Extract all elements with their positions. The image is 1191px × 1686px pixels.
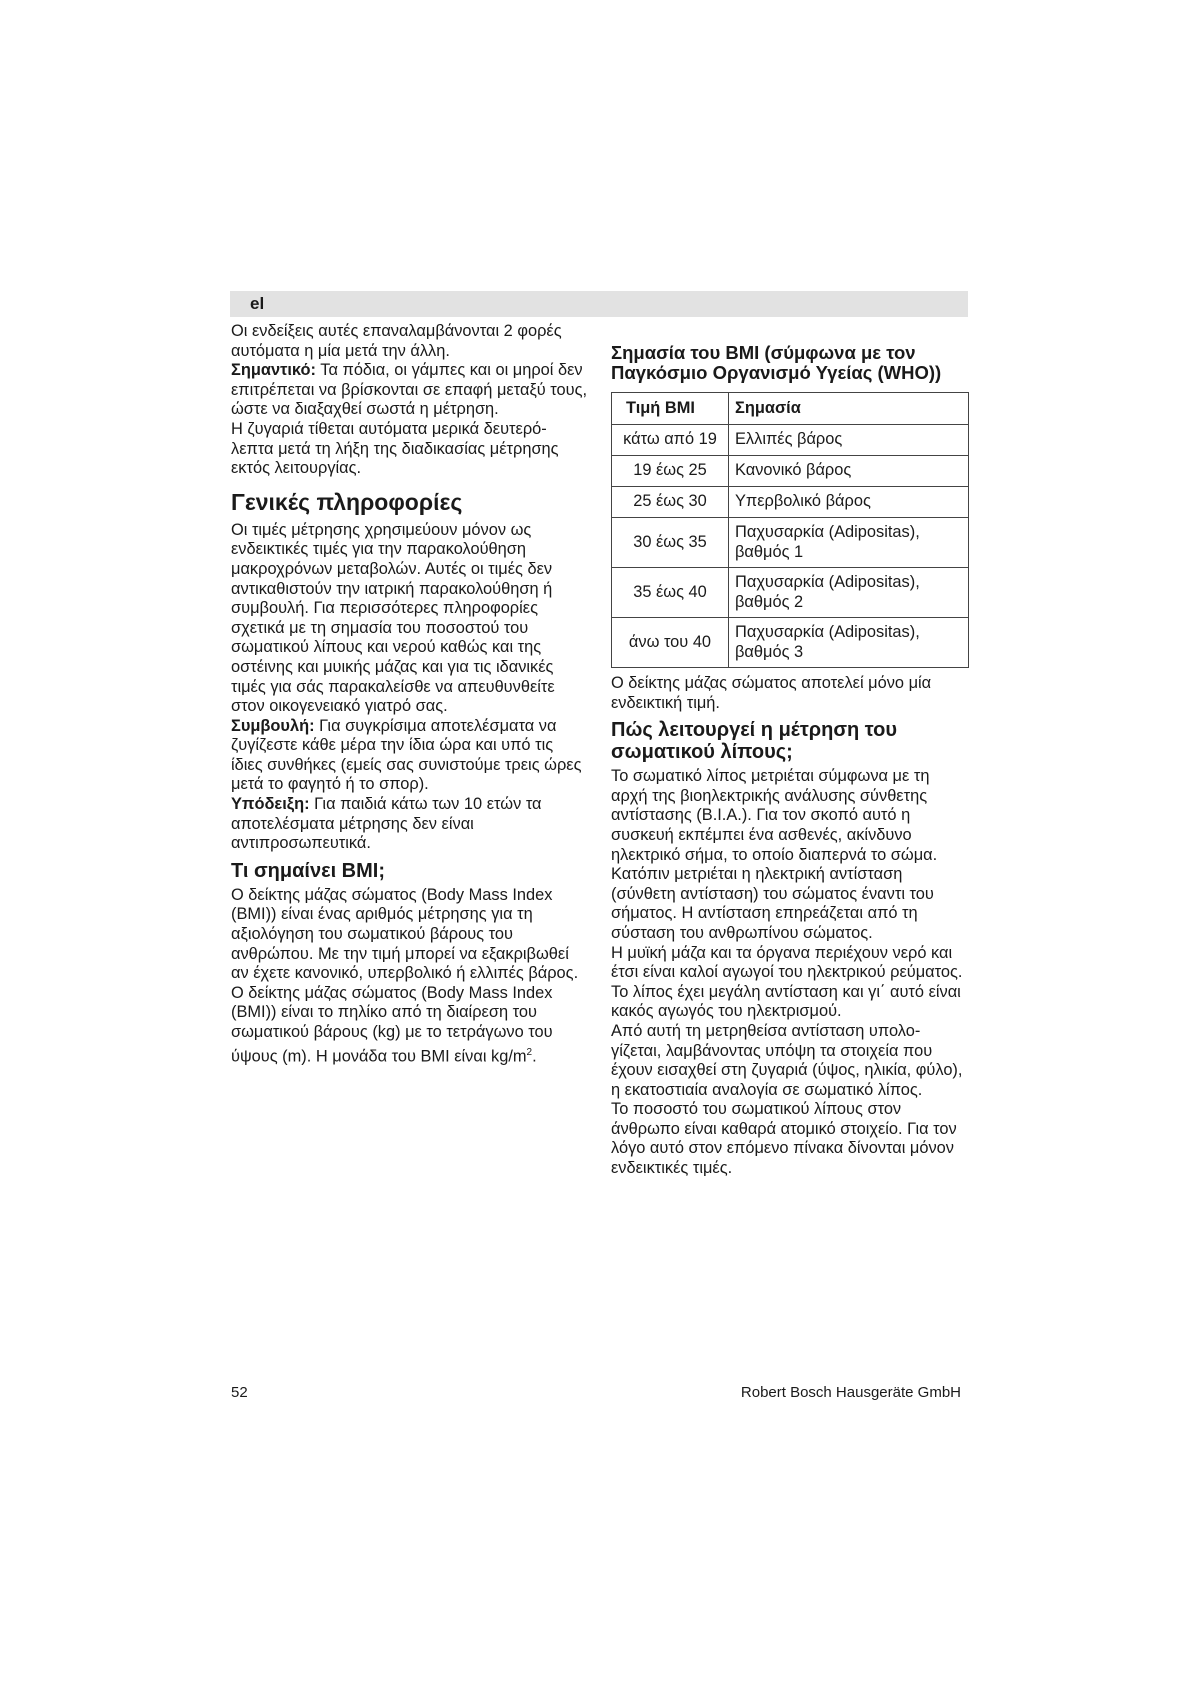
paragraph-repeat: Οι ενδείξεις αυτές επαναλαμβάνονται 2 φορές αυτόματα η μία μετά την άλλη.: [231, 322, 562, 360]
tip-label: Συμβουλή:: [231, 716, 315, 735]
bmi-table: [611, 392, 969, 668]
bmi-range-cell: 35 έως 40: [612, 568, 729, 618]
table-row: [612, 518, 969, 568]
page-number: 52: [231, 1384, 248, 1401]
paragraph-hint: [231, 795, 589, 854]
language-bar: [230, 291, 968, 317]
table-row: [612, 618, 969, 668]
table-row: [612, 456, 969, 487]
table-row: [612, 487, 969, 518]
paragraph-bmi-definition: Ο δείκτης μάζας σώματος (Body Mass Index (BMI)) είναι ένας αριθμός μέτρησης για τη αξιολόγηση του σωματικού βάρους του ανθρώπου. Με την τιμή μπορεί να εξακριβωθεί αν έχετε κανονικό, υπερβολικό ή ελλιπές βάρος.: [231, 885, 579, 983]
general-info-heading: Γενικές πληροφορίες: [231, 488, 463, 515]
language-code: el: [250, 294, 265, 313]
important-text: Τα πόδια, οι γάμπες και οι μηροί δεν επιτρέπεται να βρίσκονται σε επαφή μεταξύ τους, ώστε να διαξαχθεί σωστά η μέτρηση.: [231, 361, 588, 419]
bmi-meaning-cell: Παχυσαρκία (Adipositas), βαθμός 3: [729, 618, 969, 668]
bmi-range-cell: 25 έως 30: [612, 487, 729, 518]
bmi-table-heading: Σημασία του BMI (σύμφωνα με τον Παγκόσμιο Οργανισμό Υγείας (WHO)): [611, 342, 942, 383]
company-name: Robert Bosch Hausgeräte GmbH: [740, 1384, 961, 1401]
paragraph-tip: [231, 717, 589, 795]
paragraph-bmi-formula: [231, 984, 589, 1067]
paragraph-important: [231, 361, 589, 420]
left-column: [231, 322, 589, 1067]
bmi-table-header-row: [612, 393, 969, 425]
paragraph-calculation: Από αυτή τη μετρηθείσα αντίσταση υπολο-γίζεται, λαμβάνοντας υπόψη τα στοιχεία που έχουν εισαχθεί στη ζυγαριά (ύψος, ηλικία, φύλο), η εκατοστιαία αναλογία σε σωματικό λίπος.: [611, 1021, 963, 1099]
bmi-meaning-cell: Κανονικό βάρος: [729, 456, 969, 487]
bmi-meaning-cell: Υπερβολικό βάρος: [729, 487, 969, 518]
bmi-heading: Τι σημαίνει BMI;: [231, 859, 386, 882]
bmi-range-cell: 19 έως 25: [612, 456, 729, 487]
bmi-formula-text: Ο δείκτης μάζας σώματος (Body Mass Index (BMI)) είναι το πηλίκο από τη διαίρεση του σωματικού βάρους (kg) με το τετράγωνο του ύψους (m). Η μονάδα του BMI είναι kg/m: [231, 983, 553, 1066]
bmi-formula-superscript: 2: [526, 1046, 533, 1058]
bmi-table-header-value: Τιμή BMI: [612, 393, 729, 425]
hint-text: Για παιδιά κάτω των 10 ετών τα αποτελέσματα μέτρησης δεν είναι αντιπροσωπευτικά.: [231, 795, 542, 853]
table-row: [612, 568, 969, 618]
paragraph-bia: Το σωματικό λίπος μετριέται σύμφωνα με τη αρχή της βιοηλεκτρικής ανάλυσης σύνθετης αντίστασης (B.I.A.). Για τον σκοπό αυτό η συσκευή εκπέμπει ένα ασθενές, ακίνδυνο ηλεκτρικό σήμα, το οποίο διαπερνά το σώμα.: [611, 767, 938, 864]
paragraph-auto-off: Η ζυγαριά τίθεται αυτόματα μερικά δευτερό-λεπτα μετά τη λήξη της διαδικασίας μέτρησης εκτός λειτουργίας.: [231, 419, 559, 478]
bmi-range-cell: κάτω από 19: [612, 425, 729, 456]
bmi-meaning-cell: Ελλιπές βάρος: [729, 425, 969, 456]
paragraph-general-info: Οι τιμές μέτρησης χρησιμεύουν μόνον ως ενδεικτικές τιμές για την παρακολούθηση μακροχρόνων μεταβολών. Αυτές οι τιμές δεν αντικαθιστούν την ιατρική παρακολούθηση ή συμβουλή. Για περισσότερες πληροφορίες σχετικά με τη σημασία του ποσοστού του σωματικού λίπους και νερού καθώς και της οστέινης και μυικής μάζας και για τις ιδανικές τιμές για σάς παρακαλείσθε να απευθυνθείτε στον οικογενειακό γιατρό σας.: [231, 520, 555, 716]
bmi-range-cell: άνω του 40: [612, 618, 729, 668]
body-fat-heading: Πώς λειτουργεί η μέτρηση του σωματικού λίπους;: [611, 719, 898, 764]
paragraph-conductors: Η μυϊκή μάζα και τα όργανα περιέχουν νερό και έτσι είναι καλοί αγωγοί του ηλεκτρικού ρεύματος. Το λίπος έχει μεγάλη αντίσταση και γι΄ αυτό είναι κακός αγωγός του ηλεκτρισμού.: [611, 943, 963, 1021]
bmi-range-cell: 30 έως 35: [612, 518, 729, 568]
bmi-meaning-cell: Παχυσαρκία (Adipositas), βαθμός 1: [729, 518, 969, 568]
bmi-table-header-meaning: Σημασία: [729, 393, 969, 425]
table-row: [612, 425, 969, 456]
important-label: Σημαντικό:: [231, 361, 317, 380]
tip-text: Για συγκρίσιμα αποτελέσματα να ζυγίζεστε κάθε μέρα την ίδια ώρα και υπό τις ίδιες συνθήκες (εμείς σας συνιστούμε τρεις ώρες μετά το φαγητό ή το σπορ).: [231, 716, 582, 794]
paragraph-impedance: Κατόπιν μετριέται η ηλεκτρική αντίσταση (σύνθετη αντίσταση) του σώματος έναντι του σήματος. Η αντίσταση επηρεάζεται από τη σύσταση του ανθρωπίνου σώματος.: [611, 865, 934, 942]
hint-label: Υπόδειξη:: [231, 795, 310, 814]
right-column: [611, 343, 969, 1179]
bmi-meaning-cell: Παχυσαρκία (Adipositas), βαθμός 2: [729, 568, 969, 618]
bmi-formula-end: .: [532, 1047, 537, 1066]
paragraph-individual: Το ποσοστό του σωματικού λίπους στον άνθρωπο είναι καθαρά ατομικό στοιχείο. Για τον λόγο αυτό στον επόμενο πίνακα δίνονται μόνον ενδεικτικές τιμές.: [611, 1100, 957, 1178]
paragraph-table-note: Ο δείκτης μάζας σώματος αποτελεί μόνο μία ενδεικτική τιμή.: [611, 674, 932, 712]
